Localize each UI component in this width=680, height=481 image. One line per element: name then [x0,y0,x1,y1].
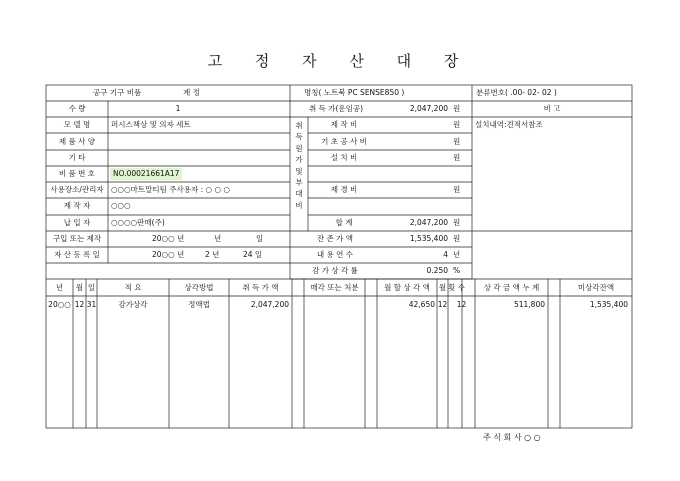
purchase-day: 일 [256,234,264,243]
register-day: 24 일 [243,250,263,259]
col-monthly: 월 할 상 각 액 [384,283,430,292]
register-month: 2 년 [205,250,220,259]
classification-number: 분류번호( .00- 02- 02 ) [476,88,557,97]
vertical-label-char: 원 [295,143,303,153]
col-year: 년 [55,283,64,292]
vertical-label-char: 비 [295,200,303,210]
row-balance: 1,535,400 [589,300,628,309]
company-footer: 주 식 회 사 ○ ○ [483,433,541,442]
col-accumulated: 상 각 금 액 누 계 [483,283,540,292]
asset-category: 공구 기구 비품 [93,88,142,97]
col-day: 일 [87,283,96,292]
spec-label: 제 품 사 양 [58,137,96,146]
row-m: 12 [437,300,448,309]
row-description: 감가상각 [118,300,148,309]
cost-row-5-unit: 원 [453,185,461,194]
row-day: 31 [86,300,97,309]
purchase-label: 구입 또는 제작 [52,234,102,243]
row-month: 12 [74,300,85,309]
col-description: 적 요 [124,283,142,292]
vertical-label-char: 부 [295,178,303,188]
remarks-header: 비 고 [543,104,561,113]
asset-name: 명칭( 노트북 PC SENSE850 ) [304,88,405,97]
col-count: 횟 수 [448,283,465,292]
life-value: 4 [443,250,448,259]
vertical-label-char: 및 [295,166,303,176]
page-title: 고 정 자 산 대 장 [207,52,473,70]
residual-unit: 원 [453,234,461,243]
purchase-month: 년 [214,234,222,243]
cost-row-0-unit: 원 [453,104,461,113]
cost-row-7-label: 합 계 [335,218,353,227]
col-m: 월 [438,283,447,292]
residual-value: 1,535,400 [409,234,448,243]
cost-row-0-value: 2,047,200 [409,104,448,113]
vertical-label-char: 가 [295,155,303,165]
cost-row-1-label: 제 작 비 [330,120,358,129]
life-unit: 년 [453,250,461,259]
life-label: 내 용 연 수 [316,250,354,259]
vertical-label-char: 득 [295,132,303,142]
maker-value: ○○○ [111,201,131,210]
quantity-value: 1 [175,104,181,113]
residual-label: 잔 존 가 액 [316,234,354,243]
cost-row-7-value: 2,047,200 [409,218,448,227]
cost-section-vertical-label [294,120,304,211]
cost-row-5-label: 제 경 비 [330,185,358,194]
supplier-label: 납 입 자 [63,218,91,227]
vertical-label-char: 취 [295,121,303,130]
cost-row-3-label: 설 치 비 [330,153,358,162]
quantity-label: 수 량 [68,104,86,113]
depreciation-rate-label: 감 가 상 각 률 [312,266,358,275]
col-balance: 미상각잔액 [577,283,615,292]
register-label: 자 산 등 록 일 [54,250,100,259]
serial-number: NO.00021661A17 [110,168,182,180]
cost-row-7-unit: 원 [453,218,461,227]
row-method: 정액법 [188,300,210,309]
col-method: 상각방법 [184,283,214,292]
purchase-year: 20○○ 년 [152,234,185,243]
cost-row-1-unit: 원 [453,120,461,129]
location-value: ○○○마트말티팀 주사용자 : ○ ○ ○ [111,185,230,194]
account-label: 계 정 [183,88,200,97]
register-year: 20○○ 년 [152,250,185,259]
etc-label: 기 타 [68,153,86,162]
col-cost: 취 득 가 액 [242,283,279,292]
location-label: 사용장소/관리자 [50,185,104,194]
col-disposal: 매각 또는 처분 [310,283,359,292]
col-month: 월 [75,283,84,292]
supplier-value: ○○○○판매(주) [111,218,165,227]
install-note: 설치내역:견적서참조 [475,120,543,129]
cost-row-2-label: 기 초 공 사 비 [321,137,367,146]
row-monthly: 42,650 [408,300,435,309]
cost-row-0-label: 취 득 가(운임공) [308,104,364,113]
model-value: 퍼시스책상 및 의자 세트 [111,120,191,129]
cost-row-3-unit: 원 [453,153,461,162]
row-accumulated: 511,800 [513,300,545,309]
maker-label: 제 작 자 [63,201,91,210]
depreciation-rate-unit: % [453,266,461,275]
depreciation-rate-value: 0.250 [426,266,448,275]
serial-label: 비 품 번 호 [58,169,96,178]
row-cost: 2,047,200 [250,300,289,309]
cost-row-2-unit: 원 [453,137,461,146]
vertical-label-char: 대 [295,189,303,199]
row-year: 20○○ [48,300,71,309]
row-count: 12 [456,300,467,309]
model-label: 모 델 명 [63,120,91,129]
